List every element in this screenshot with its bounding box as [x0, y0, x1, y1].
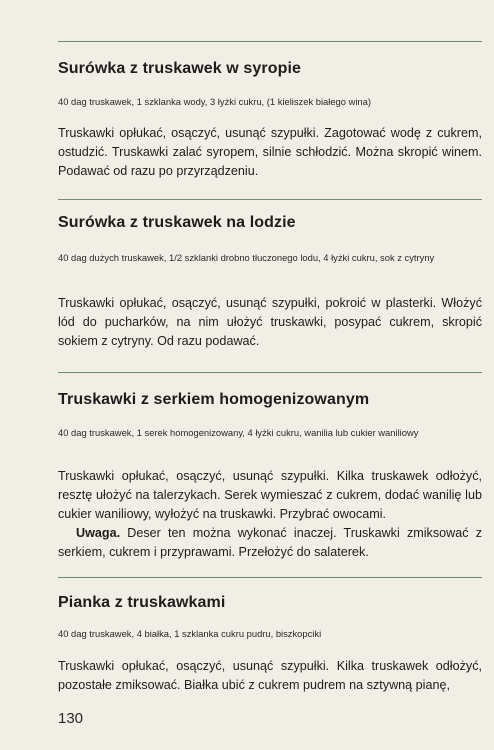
section-divider — [58, 372, 482, 373]
recipe-instructions — [58, 657, 482, 695]
recipe-title: Truskawki z serkiem homogenizowanym — [58, 391, 370, 408]
recipe-instructions — [58, 467, 482, 562]
recipe-ingredients: 40 dag dużych truskawek, 1/2 szklanki drobno tłuczonego lodu, 4 łyżki cukru, sok z cytryny — [58, 252, 435, 263]
note-text: Deser ten można wykonać inaczej. Truskawki zmiksować z serkiem, cukrem i przyprawami. Przełożyć do salaterek. — [58, 526, 482, 559]
instruction-paragraph: Truskawki opłukać, osączyć, usunąć szypułki, pokroić w plasterki. Włożyć lód do pucharków, na nim ułożyć truskawki, posypać cukrem, skropić sokiem z cytryny. Od razu podawać. — [58, 296, 482, 348]
page-number: 130 — [58, 710, 84, 727]
section-divider — [58, 41, 482, 42]
recipe-title: Surówka z truskawek w syropie — [58, 60, 301, 77]
section-divider — [58, 199, 482, 200]
recipe-ingredients: 40 dag truskawek, 4 białka, 1 szklanka cukru pudru, biszkopciki — [58, 628, 322, 639]
section-divider — [58, 577, 482, 578]
recipe-ingredients: 40 dag truskawek, 1 serek homogenizowany, 4 łyżki cukru, wanilia lub cukier waniliowy — [58, 427, 419, 438]
recipe-ingredients: 40 dag truskawek, 1 szklanka wody, 3 łyżki cukru, (1 kieliszek białego wina) — [58, 96, 371, 107]
recipe-instructions — [58, 294, 482, 351]
instruction-paragraph: Truskawki opłukać, osączyć, usunąć szypułki. Kilka truskawek odłożyć, pozostałe zmiksować. Białka ubić z cukrem pudrem na sztywną pianę, — [58, 659, 482, 692]
recipe-instructions — [58, 124, 482, 181]
recipe-title: Surówka z truskawek na lodzie — [58, 214, 296, 231]
note-label: Uwaga. — [76, 526, 121, 540]
instruction-paragraph: Truskawki opłukać, osączyć, usunąć szypułki. Kilka truskawek odłożyć, resztę ułożyć na talerzykach. Serek wymieszać z cukrem, dodać wanilię lub cukier waniliowy, wyłożyć na truskawki. Przybrać owocami. — [58, 469, 482, 521]
recipe-title: Pianka z truskawkami — [58, 594, 226, 611]
note-paragraph — [58, 524, 482, 562]
instruction-paragraph: Truskawki opłukać, osączyć, usunąć szypułki. Zagotować wodę z cukrem, ostudzić. Truskawki zalać syropem, silnie schłodzić. Można skropić winem. Podawać od razu po przyrządzeniu. — [58, 126, 482, 178]
